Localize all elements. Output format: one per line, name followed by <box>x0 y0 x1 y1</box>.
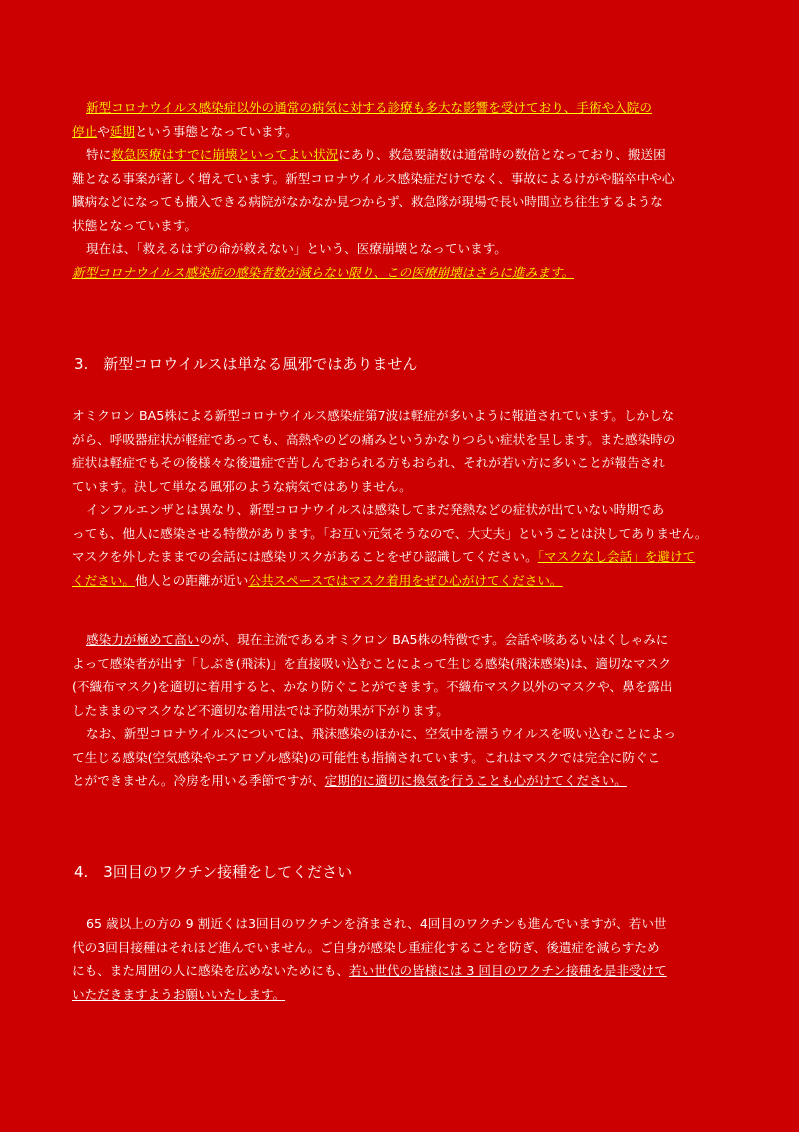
medical-collapse-section <box>72 96 732 284</box>
body-text: 特に <box>86 147 112 162</box>
highlighted-text: 新型コロナウイルス感染症以外の通常の病気に対する診療も多大な影響を受けており、手術や入院の <box>86 100 652 115</box>
underlined-text: 若い世代の皆様には 3 回目のワクチン接種を是非受けて <box>349 963 667 978</box>
paragraph-line: よって感染者が出す「しぶき(飛沫)」を直接吸い込むことによって生じる感染(飛沫感染)は、適切なマスク <box>72 655 671 671</box>
paragraph-line <box>72 959 732 983</box>
paragraph-line: したままのマスクなど不適切な着用法では予防効果が下がります。 <box>72 702 449 718</box>
paragraph-line <box>72 569 732 593</box>
paragraph-line: て生じる感染(空気感染やエアロゾル感染)の可能性も指摘されています。これはマスクでは完全に防ぐこ <box>72 749 661 765</box>
body-text: とができません。冷房を用いる季節ですが、 <box>72 773 325 788</box>
underlined-text: いただきますようお願いいたします。 <box>72 986 286 1002</box>
paragraph-line: 状態となっています。 <box>72 217 197 233</box>
paragraph-line: 65 歳以上の方の 9 割近くは3回目のワクチンを済まされ、4回目のワクチンも進んでいますが、若い世 <box>86 916 667 931</box>
section-4-body <box>72 912 732 1006</box>
body-text: マスクを外したままでの会話には感染リスクがあることをぜひ認識してください。 <box>72 549 538 564</box>
body-text: にも、また周囲の人に感染を広めないためにも、 <box>72 963 350 978</box>
paragraph-line: 臓病などになっても搬入できる病院がなかなか見つからず、救急隊が現場で長い時間立ち往生するような <box>72 194 663 209</box>
paragraph-line <box>72 628 732 652</box>
paragraph-line: 症状は軽症でもその後様々な後遺症で苦しんでおられる方もおられ、それが若い方に多いことが報告され <box>72 455 665 470</box>
body-text: や <box>97 123 110 139</box>
paragraph-line <box>72 96 732 120</box>
body-text: という事態となっています。 <box>134 123 298 139</box>
paragraph-line <box>72 120 732 144</box>
paragraph-line: インフルエンザとは異なり、新型コロナウイルスは感染してまだ発熱などの症状が出ていない時期であ <box>86 502 665 517</box>
highlighted-text: 停止 <box>72 123 98 139</box>
highlighted-text: 延期 <box>109 123 135 139</box>
underlined-text: 感染力が極めて高い <box>86 632 200 647</box>
paragraph-line: 代の3回目接種はそれほど進んでいません。ご自身が感染し重症化することを防ぎ、後遺症を減らすため <box>72 939 660 955</box>
italic-highlighted-text: 新型コロナウイルス感染症の感染者数が減らない限り、この医療崩壊はさらに進みます。 <box>72 264 574 280</box>
paragraph-line: 難となる事案が著しく増えています。新型コロナウイルス感染症だけでなく、事故によるけがや脳卒中や心 <box>72 170 675 186</box>
paragraph-line <box>72 545 732 569</box>
highlighted-text: 公共スペースではマスク着用をぜひ心がけてください。 <box>248 572 563 588</box>
highlighted-text: ください。 <box>72 572 135 588</box>
paragraph-line: なお、新型コロナウイルスについては、飛沫感染のほかに、空気中を漂うウイルスを吸い込むことによっ <box>86 726 677 741</box>
section-3-heading: 3. 新型コロウイルスは単なる風邪ではありません <box>74 355 418 373</box>
section-4-heading: 4. 3回目のワクチン接種をしてください <box>74 863 353 881</box>
section-3-body <box>72 404 732 592</box>
paragraph-line <box>72 983 732 1007</box>
paragraph-line: 現在は、「救えるはずの命が救えない」という、医療崩壊となっています。 <box>86 241 507 256</box>
highlighted-text: 「マスクなし会話」を避けて <box>537 549 696 564</box>
paragraph-line <box>72 261 732 285</box>
body-text: にあり、救急要請数は通常時の数倍となっており、搬送困 <box>338 147 666 162</box>
body-text: のが、現在主流であるオミクロン BA5株の特徴です。会話や咳あるいはくしゃみに <box>199 632 669 647</box>
highlighted-text: 救急医療はすでに崩壊といってよい状況 <box>111 147 339 162</box>
underlined-text: 定期的に適切に換気を行うことも心がけてください。 <box>324 773 627 788</box>
paragraph-line: ています。決して単なる風邪のような病気ではありません。 <box>72 478 412 494</box>
paragraph-line: がら、呼吸器症状が軽症であっても、高熱やのどの痛みというかなりつらい症状を呈します。また感染時の <box>72 431 676 447</box>
paragraph-line: っても、他人に感染させる特徴があります。「お互い元気そうなので、大丈夫」ということは決してありません。 <box>72 525 708 541</box>
paragraph-line <box>72 143 732 167</box>
paragraph-line <box>72 769 732 793</box>
paragraph-line: (不織布マスク)を適切に着用すると、かなり防ぐことができます。不織布マスク以外のマスクや、鼻を露出 <box>72 679 673 694</box>
section-3-body-continued <box>72 628 732 793</box>
body-text: 他人との距離が近い <box>134 572 249 588</box>
paragraph-line: オミクロン BA5株による新型コロナウイルス感染症第7波は軽症が多いように報道されています。しかしな <box>72 408 675 423</box>
